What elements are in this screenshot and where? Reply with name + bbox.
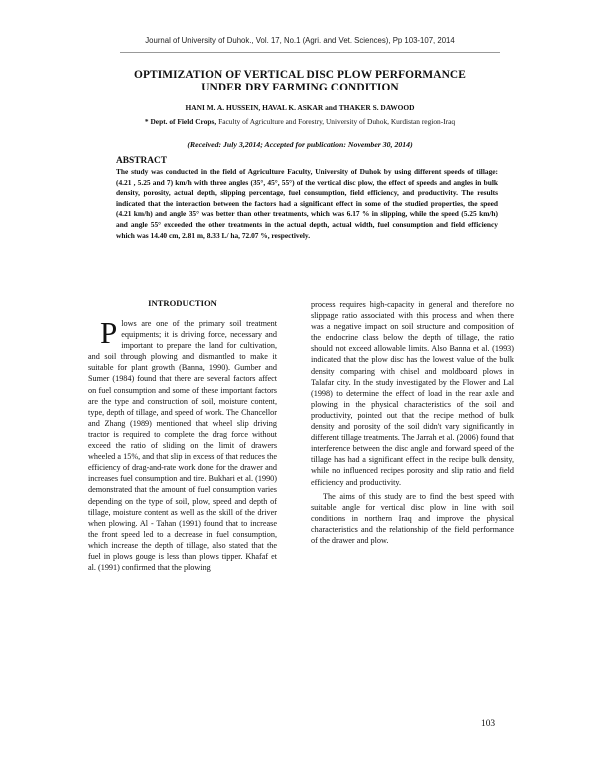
intro-right-paragraph-1: process requires high-capacity in general and therefore no slippage ratio associated with this process and when there was a negative impact on soil structure and composition of the endocrine class below the depth of tillage, the ratio should not exceed allowable limits. Also Banna et al. (1993) indicated that the plow disc has the lowest value of the bulk density comparing with chisel and moldboard plows in Talafar city. In the study investigated by the Flower and Lal (1998) to determine the effect of load in the rear axle and plowing in the physical characteristics of the soil and productivity, pointed out that the recipe method of bulk density and porosity of the soil didn't vary significantly in different tillage treatments. The Jarrah et al. (2006) found that interference between the disc angle and forward speed of the tillage has had a significant effect in the recipe bulk density, while no influenced recipes porosity and slip ratio and field efficiency and productivity.: [311, 300, 514, 487]
right-column: [311, 299, 514, 546]
journal-header: Journal of University of Duhok., Vol. 17, No.1 (Agri. and Vet. Sciences), Pp 103-107, 2014: [145, 36, 455, 45]
page-number: 103: [481, 719, 496, 729]
title-line-1: OPTIMIZATION OF VERTICAL DISC PLOW PERFORMANCE: [134, 69, 466, 81]
affiliation-rest: Faculty of Agriculture and Forestry, University of Duhok, Kurdistan region-Iraq: [216, 117, 456, 126]
header-rule: [120, 52, 500, 53]
abstract-body: The study was conducted in the field of Agriculture Faculty, University of Duhok by using different speeds of tillage: (4.21 , 5.25 and 7) km/h with three angles (35°, 45°, 55°) of the vertical disc plow, the effect of speeds and angles in bulk density, porosity, actual depth, slipping percentage, fuel consumption, field efficiency, and productivity. The results indicated that the interaction between the factors had a significant effect in some of the studied properties, the speed (4.21 km/h) and angle 35° was better than other treatments, which was 6.17 % in slipping, while the speed (5.25 km/h) and angle 55° exceeded the other treatments in the actual depth, actual width, fuel consumption and field efficiency which was 14.40 cm, 2.81 m, 8.33 L/ ha, 72.07 %, respectively.: [116, 167, 498, 240]
affiliation: [0, 117, 600, 126]
abstract-heading: ABSTRACT: [116, 156, 168, 166]
intro-right-paragraph-2: The aims of this study are to find the best speed with suitable angle for vertical disc plow in line with soil conditions in northern Iraq and improve the physical characteristics and the relationship of the field performance of the drawer and plow.: [311, 491, 514, 545]
introduction-heading: INTRODUCTION: [148, 298, 217, 308]
left-column: [88, 315, 277, 573]
received-dates: (Received: July 3,2014; Accepted for publication: November 30, 2014): [187, 140, 413, 149]
authors: HANI M. A. HUSSEIN, HAVAL K. ASKAR and THAKER S. DAWOOD: [185, 103, 415, 112]
drop-cap: P: [100, 315, 118, 350]
intro-paragraph-1: [88, 315, 277, 573]
intro-left-text: lows are one of the primary soil treatment equipments; it is driving force, necessary and important to prepare the land for cultivation, and soil through plowing and dismantled to make it suitable for plant growth (Banna, 1990). Gumber and Sumer (1984) found that there are several factors affect on fuel consumption and some of these important factors are the type and construction of soil, moisture content, type, depth of tillage, and speed of work. The Chancellor and Zhang (1989) mentioned that wheel slip driving tractor is required to complete the drag force without exceed the ratio of sliding on the limit of drawers wheeled a 15%, and that slip in excess of that reduces the efficiency of drag-and-rate work done for the drawer and increases fuel consumption and tire. Bukhari et al. (1990) demonstrated that the amount of fuel consumption varies depending on the type of soil, plow, speed and depth of tillage, moisture content as well as the skill of the driver when plowing. Al - Tahan (1991) found that to increase the front speed led to a decrease in fuel consumption, which increase the depth of tillage, also stated that the fuel in plows gouge is less than plows tipper. Khafaf et al. (1991) confirmed that the plowing: [88, 319, 277, 573]
title-line-2: UNDER DRY FARMING CONDITION: [201, 82, 399, 90]
paper-title: [60, 69, 540, 90]
affiliation-dept: * Dept. of Field Crops,: [144, 117, 217, 126]
